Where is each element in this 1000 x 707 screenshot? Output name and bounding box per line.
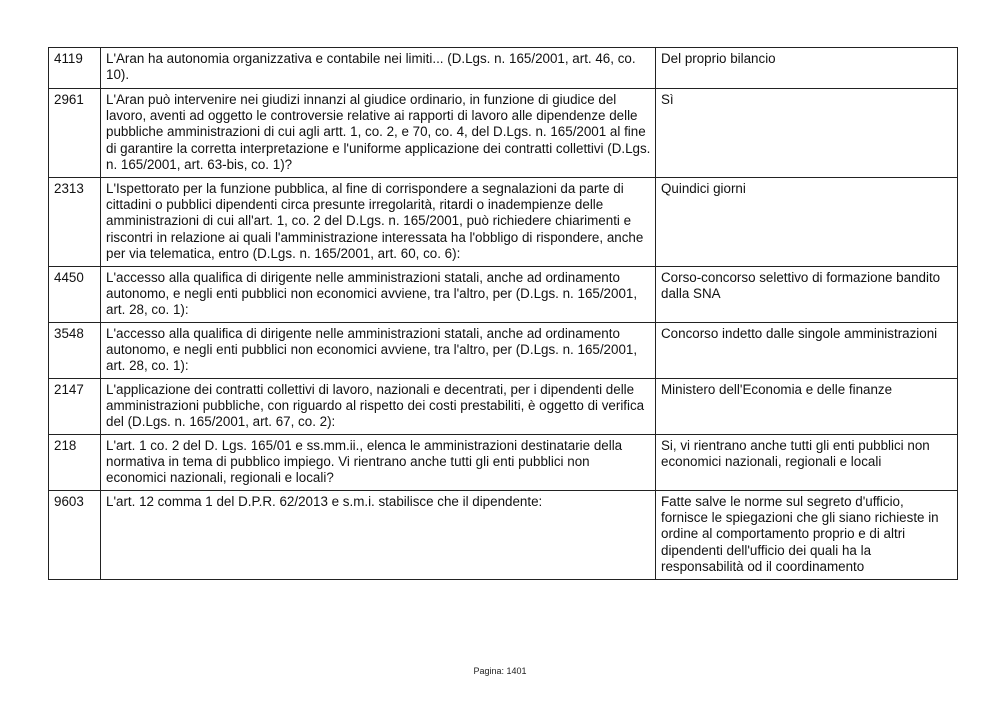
question-text: L'applicazione dei contratti collettivi di lavoro, nazionali e decentrati, per i dipendenti delle amministrazioni pubbliche, con riguardo al rispetto dei costi prestabiliti, è oggetto di verifica del (D.Lgs. n. 165/2001, art. 67, co. 2): (101, 379, 656, 435)
question-text: L'art. 12 comma 1 del D.P.R. 62/2013 e s.m.i. stabilisce che il dipendente: (101, 491, 656, 580)
question-id: 2961 (49, 89, 101, 178)
question-text: L'Aran ha autonomia organizzativa e contabile nei limiti... (D.Lgs. n. 165/2001, art. 46, co. 10). (101, 48, 656, 89)
question-id: 9603 (49, 491, 101, 580)
table-row (49, 323, 958, 379)
question-id: 3548 (49, 323, 101, 379)
question-text: L'accesso alla qualifica di dirigente nelle amministrazioni statali, anche ad ordinamento autonomo, e negli enti pubblici non economici avviene, tra l'altro, per (D.Lgs. n. 165/2001, art. 28, co. 1): (101, 323, 656, 379)
answer-text: Ministero dell'Economia e delle finanze (656, 379, 958, 435)
table-row (49, 89, 958, 178)
question-table-body (49, 48, 958, 580)
answer-text: Concorso indetto dalle singole amministrazioni (656, 323, 958, 379)
page-number: Pagina: 1401 (473, 666, 527, 676)
answer-text: Fatte salve le norme sul segreto d'ufficio, fornisce le spiegazioni che gli siano richieste in ordine al comportamento proprio e di altri dipendenti dell'ufficio dei quali ha la responsabilità od il coordinamento (656, 491, 958, 580)
answer-text: Sì (656, 89, 958, 178)
question-id: 2147 (49, 379, 101, 435)
question-text: L'accesso alla qualifica di dirigente nelle amministrazioni statali, anche ad ordinamento autonomo, e negli enti pubblici non economici avviene, tra l'altro, per (D.Lgs. n. 165/2001, art. 28, co. 1): (101, 267, 656, 323)
answer-text: Quindici giorni (656, 178, 958, 267)
answer-text: Del proprio bilancio (656, 48, 958, 89)
question-text: L'art. 1 co. 2 del D. Lgs. 165/01 e ss.mm.ii., elenca le amministrazioni destinatarie della normativa in tema di pubblico impiego. Vi rientrano anche tutti gli enti pubblici non economici nazionali, regionali e locali? (101, 435, 656, 491)
question-text: L'Aran può intervenire nei giudizi innanzi al giudice ordinario, in funzione di giudice del lavoro, aventi ad oggetto le controversie relative ai rapporti di lavoro alle dipendenze delle pubbliche amministrazioni di cui agli artt. 1, co. 2, e 70, co. 4, del D.Lgs. n. 165/2001 al fine di garantire la corretta interpretazione e l'uniforme applicazione dei contratti collettivi (D.Lgs. n. 165/2001, art. 63-bis, co. 1)? (101, 89, 656, 178)
table-row (49, 435, 958, 491)
question-table (48, 47, 958, 580)
table-row (49, 379, 958, 435)
answer-text: Si, vi rientrano anche tutti gli enti pubblici non economici nazionali, regionali e locali (656, 435, 958, 491)
table-row (49, 48, 958, 89)
question-id: 4450 (49, 267, 101, 323)
question-id: 4119 (49, 48, 101, 89)
table-row (49, 178, 958, 267)
question-text: L'Ispettorato per la funzione pubblica, al fine di corrispondere a segnalazioni da parte di cittadini o pubblici dipendenti circa presunte irregolarità, ritardi o inadempienze delle amministrazioni di cui all'art. 1, co. 2 del D.Lgs. n. 165/2001, può richiedere chiarimenti e riscontri in relazione ai quali l'amministrazione interessata ha l'obbligo di rispondere, anche per via telematica, entro (D.Lgs. n. 165/2001, art. 60, co. 6): (101, 178, 656, 267)
table-row (49, 491, 958, 580)
question-id: 218 (49, 435, 101, 491)
answer-text: Corso-concorso selettivo di formazione bandito dalla SNA (656, 267, 958, 323)
question-id: 2313 (49, 178, 101, 267)
table-row (49, 267, 958, 323)
